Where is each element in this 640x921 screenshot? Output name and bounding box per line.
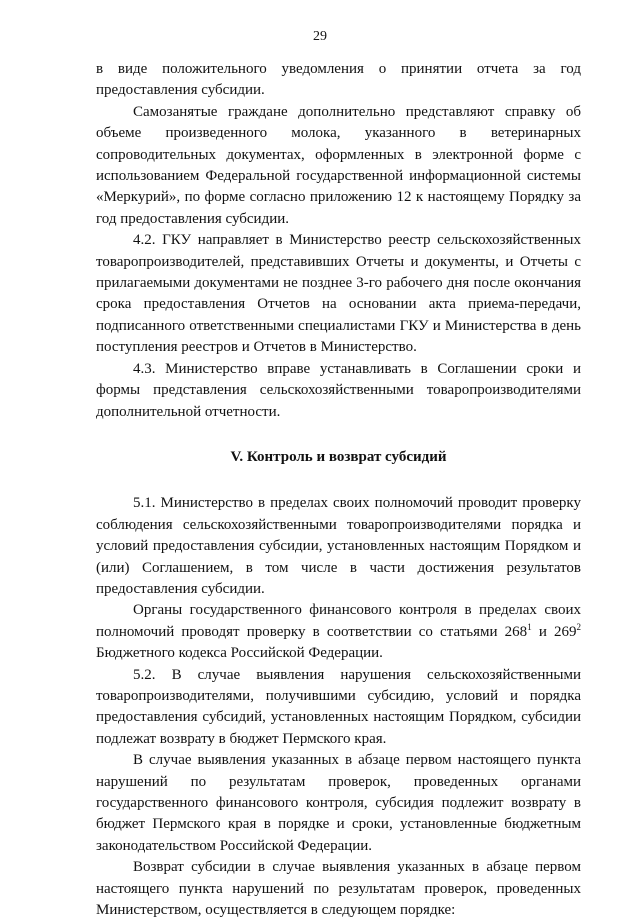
- paragraph-financial-control-part3: Бюджетного кодекса Российской Федерации.: [96, 645, 383, 662]
- paragraph-continuation: в виде положительного уведомления о принятии отчета за год предоставления субсидии.: [96, 61, 581, 99]
- paragraph-4-2: 4.2. ГКУ направляет в Министерство реестр сельскохозяйственных товаропроизводителей, представивших Отчеты и документы, и Отчеты с прилагаемыми документами не позднее 3-го рабочего дня после окончания срока предоставления Отчетов на основании акта приема-передачи, подписанного ответственными специалистами ГКУ и Министерства в день поступления реестров и Отчетов в Министерство.: [96, 232, 581, 356]
- paragraph-self-employed: Самозанятые граждане дополнительно представляют справку об объеме произведенного молока, указанного в ветеринарных сопроводительных документах, оформленных в электронной форме с использованием Федеральной государственной информационной системы «Меркурий», по форме согласно приложению 12 к настоящему Порядку за год предоставления субсидии.: [96, 103, 581, 227]
- article-269-superscript: 2: [576, 621, 582, 632]
- page-number: 29: [313, 29, 327, 44]
- paragraph-return-procedure: Возврат субсидии в случае выявления указанных в абзаце первом настоящего пункта нарушений по результатам проверок, проведенных Министерством, осуществляется в следующем порядке:: [96, 859, 581, 919]
- article-268-superscript: 1: [527, 621, 532, 632]
- paragraph-financial-control-part2: и 269: [531, 623, 577, 640]
- document-body: [96, 59, 581, 921]
- section-heading: V. Контроль и возврат субсидий: [230, 448, 447, 465]
- paragraph-5-2: 5.2. В случае выявления нарушения сельскохозяйственными товаропроизводителями, получившими субсидию, условий и порядка предоставления субсидий, установленных настоящим Порядком, субсидии подлежат возврату в бюджет Пермского края.: [96, 666, 581, 747]
- paragraph-financial-control: [96, 600, 581, 664]
- paragraph-4-3: 4.3. Министерство вправе устанавливать в Соглашении сроки и формы представления сельскохозяйственными товаропроизводителями дополнительной отчетности.: [96, 360, 581, 420]
- paragraph-violation-control: В случае выявления указанных в абзаце первом настоящего пункта нарушений по результатам проверок, проведенных органами государственного финансового контроля, субсидия подлежит возврату в бюджет Пермского края в порядке и сроки, установленные бюджетным законодательством Российской Федерации.: [96, 752, 581, 854]
- paragraph-5-1: 5.1. Министерство в пределах своих полномочий проводит проверку соблюдения сельскохозяйственными товаропроизводителями порядка и условий предоставления субсидии, установленных настоящим Порядком и (или) Соглашением, в том числе в части достижения результатов предоставления субсидии.: [96, 495, 581, 597]
- paragraph-financial-control-part1: Органы государственного финансового контроля в пределах своих полномочий проводят проверку в соответствии со статьями 268: [96, 602, 581, 640]
